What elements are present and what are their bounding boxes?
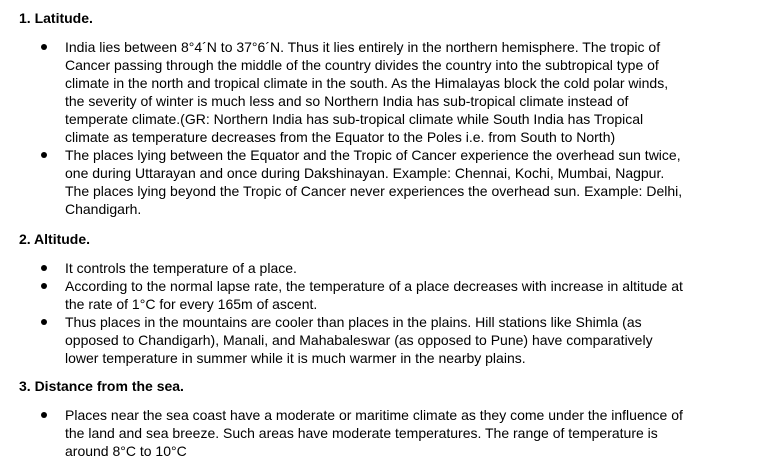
bullet-marker [41, 319, 47, 325]
text-line: It controls the temperature of a place. [65, 260, 297, 276]
text-line: lower temperature in summer while it is much warmer in the nearby plains. [65, 350, 526, 366]
text-line: one during Uttarayan and once during Dakshinayan. Example: Chennai, Kochi, Mumbai, Nagpur. [65, 165, 665, 181]
bullet-marker [41, 283, 47, 289]
text-line: Cancer passing through the middle of the country divides the country into the subtropical type of [65, 57, 659, 73]
text-line: climate as temperature decreases from the Equator to the Poles i.e. from South to North) [65, 129, 616, 145]
section-heading-distance-from-sea: 3. Distance from the sea. [19, 378, 184, 394]
bullet-marker [41, 44, 47, 50]
text-line: India lies between 8°4´N to 37°6´N. Thus it lies entirely in the northern hemisphere. The tropic of [65, 39, 661, 55]
text-line: According to the normal lapse rate, the temperature of a place decreases with increase in altitude at [65, 278, 683, 294]
text-line: Chandigarh. [65, 201, 142, 217]
bullet-altitude-lapse-rate [65, 277, 755, 313]
bullet-marker [41, 412, 47, 418]
text-line: the severity of winter is much less and so Northern India has sub-tropical climate instead of [65, 93, 629, 109]
text-line: temperate climate.(GR: Northern India has sub-tropical climate while South India has Tropical [65, 111, 644, 127]
bullet-marker [41, 152, 47, 158]
bullet-sea-coast-climate [65, 406, 755, 460]
text-line: the land and sea breeze. Such areas have moderate temperatures. The range of temperature is [65, 425, 658, 441]
text-line: The places lying between the Equator and the Tropic of Cancer experience the overhead sun twice, [65, 147, 681, 163]
text-line: Thus places in the mountains are cooler than places in the plains. Hill stations like Shimla (as [65, 314, 642, 330]
text-line: around 8°C to 10°C [65, 443, 187, 459]
section-heading-latitude: 1. Latitude. [19, 10, 93, 26]
bullet-altitude-controls [65, 259, 755, 277]
bullet-marker [41, 265, 47, 271]
text-line: The places lying beyond the Tropic of Cancer never experiences the overhead sun. Example: Delhi, [65, 183, 683, 199]
text-line: Places near the sea coast have a moderate or maritime climate as they come under the influence of [65, 407, 683, 423]
text-line: climate in the north and tropical climate in the south. As the Himalayas block the cold polar winds, [65, 75, 669, 91]
bullet-latitude-hemisphere [65, 38, 755, 146]
text-line: opposed to Chandigarh), Manali, and Mahabaleswar (as opposed to Pune) have comparatively [65, 332, 653, 348]
section-heading-altitude: 2. Altitude. [19, 231, 91, 247]
bullet-latitude-overhead-sun [65, 146, 755, 218]
text-line: the rate of 1°C for every 165m of ascent. [65, 296, 318, 312]
bullet-altitude-hill-stations [65, 313, 755, 367]
